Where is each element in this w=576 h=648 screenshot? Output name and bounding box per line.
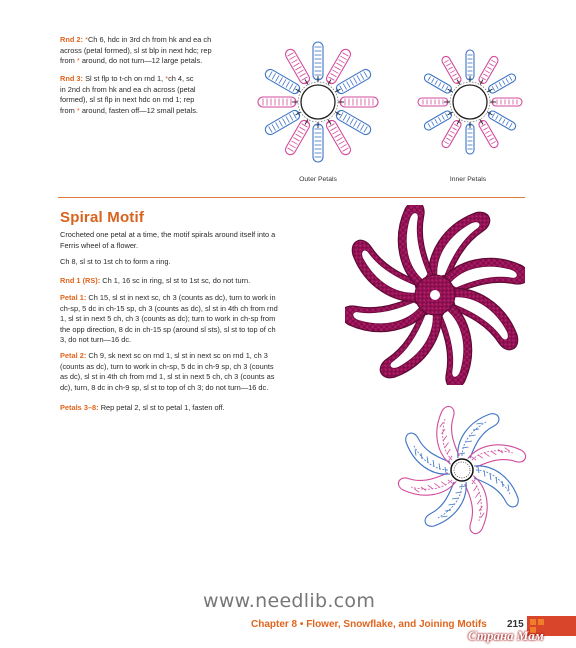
rnd2-line: from bbox=[60, 56, 75, 66]
rnd3-line: ch 4, sc bbox=[168, 74, 194, 83]
repeat-star: * bbox=[76, 105, 80, 115]
chart-petal bbox=[425, 482, 466, 526]
footer-chapter-number: Chapter 8 bbox=[251, 619, 298, 630]
intro-paragraph bbox=[60, 230, 325, 251]
petal-stitch-column bbox=[264, 68, 304, 97]
outer-petals-diagram bbox=[253, 34, 383, 174]
petal1-line: the opp direction, 8 dc in ch-15 sp (around sl sts), sl st to top of ch bbox=[60, 324, 276, 334]
rnd2-label: Rnd 2: bbox=[60, 35, 83, 44]
rnd3-line: in 2nd ch from hk and ea ch across (petal bbox=[60, 84, 196, 94]
petals38-label: Petals 3–8: bbox=[60, 403, 99, 412]
petal-stitch-column bbox=[338, 97, 378, 107]
rnd1-text: Ch 1, 16 sc in ring, sl st to 1st sc, do not turn. bbox=[102, 276, 251, 285]
petal-stitch-column bbox=[324, 48, 353, 88]
footer-bullet: • bbox=[297, 619, 307, 630]
inner-petals-diagram bbox=[405, 34, 535, 174]
rnd3-line: from bbox=[60, 105, 75, 115]
petal-stitch-column bbox=[284, 48, 313, 88]
petals38-paragraph bbox=[60, 403, 330, 414]
chart-petal bbox=[458, 414, 499, 458]
footer-chapter bbox=[251, 619, 487, 630]
petal1-line: Ch 15, sl st in next sc, ch 3 (counts as dc), turn to work in bbox=[88, 293, 276, 302]
rnd3-paragraph bbox=[60, 74, 260, 116]
petal2-line: Ch 9, sk next sc on rnd 1, sl st in next sc on rnd 1, ch 3 bbox=[88, 351, 268, 360]
rnd2-line: across (petal formed), sl st blp in next hdc; rep bbox=[60, 45, 212, 55]
spiral-chart-diagram bbox=[397, 405, 527, 535]
inner-petals-caption: Inner Petals bbox=[449, 176, 487, 183]
petal1-line: 3, do not turn—16 dc. bbox=[60, 335, 132, 345]
rnd3-line: around, fasten off—12 small petals. bbox=[81, 105, 198, 115]
petal-stitch-column bbox=[333, 108, 373, 137]
repeat-star: * bbox=[76, 56, 80, 66]
section-title: Spiral Motif bbox=[60, 209, 145, 226]
repeat-star: * bbox=[85, 35, 88, 44]
ch8-paragraph: Ch 8, sl st to 1st ch to form a ring. bbox=[60, 257, 171, 266]
rnd2-line: Ch 6, hdc in 3rd ch from hk and ea ch bbox=[87, 35, 212, 44]
petal2-line: (counts as dc), turn to work in ch-sp, 5 dc in ch-9 sp, ch 3 (counts bbox=[60, 361, 274, 371]
spiral-motif-photo bbox=[345, 205, 525, 385]
chart-petal bbox=[474, 466, 518, 507]
petal-stitch-column bbox=[324, 117, 353, 157]
petal-stitch-column bbox=[333, 68, 373, 97]
petal-stitch-column bbox=[418, 98, 450, 106]
rnd3-line: Sl st flp to t-ch on rnd 1, bbox=[85, 74, 164, 83]
intro-line: Ferris wheel of a flower. bbox=[60, 240, 139, 250]
petal-stitch-column bbox=[490, 98, 522, 106]
chart-petal bbox=[406, 433, 450, 474]
petal-stitch-column bbox=[466, 50, 474, 82]
rnd3-label: Rnd 3: bbox=[60, 74, 83, 83]
site-logo: Страна Мам bbox=[468, 628, 544, 643]
outer-petals-caption: Outer Petals bbox=[299, 176, 337, 183]
section-divider bbox=[58, 197, 525, 198]
petal1-label: Petal 1: bbox=[60, 293, 87, 302]
petal2-line: dc), turn, 8 dc in ch-9 sp, sl st to top of ch 3; do not turn—16 dc. bbox=[60, 382, 269, 392]
rnd2-line: around, do not turn—12 large petals. bbox=[81, 56, 203, 66]
page-number: 215 bbox=[507, 619, 524, 630]
petal2-line: as dc), sl st in 4th ch from rnd 1, sl st in next 5 ch, ch 3 (counts as bbox=[60, 372, 275, 382]
petal-stitch-column bbox=[258, 97, 298, 107]
petal1-paragraph bbox=[60, 293, 330, 346]
rnd3-line: formed), sl st flp in next hdc on rnd 1; rep bbox=[60, 95, 195, 105]
petal-stitch-column bbox=[313, 122, 323, 162]
petal1-line: ch-sp, 5 dc in ch-15 sp, ch 3 (counts as dc), sl st in 4th ch from rnd bbox=[60, 303, 278, 313]
petal2-label: Petal 2: bbox=[60, 351, 87, 360]
watermark-url: www.needlib.com bbox=[203, 590, 376, 612]
yarn-center-hole bbox=[430, 290, 440, 300]
petal-stitch-column bbox=[313, 42, 323, 82]
footer-chapter-title: Flower, Snowflake, and Joining Motifs bbox=[306, 619, 487, 630]
petal-stitch-column bbox=[264, 108, 304, 137]
petal-stitch-column bbox=[466, 122, 474, 154]
rnd1-label: Rnd 1 (RS): bbox=[60, 276, 101, 285]
rnd1-paragraph bbox=[60, 276, 325, 287]
petal-stitch-column bbox=[284, 117, 313, 157]
petal2-paragraph bbox=[60, 351, 330, 393]
intro-line: Crocheted one petal at a time, the motif spirals around itself into a bbox=[60, 230, 276, 239]
repeat-star: * bbox=[165, 74, 169, 83]
petal1-line: 1, sl st in next 5 ch, ch 3 (counts as dc); turn to work in ch-sp from bbox=[60, 314, 276, 324]
rnd2-paragraph bbox=[60, 35, 260, 67]
petals38-text: Rep petal 2, sl st to petal 1, fasten off. bbox=[100, 403, 225, 412]
